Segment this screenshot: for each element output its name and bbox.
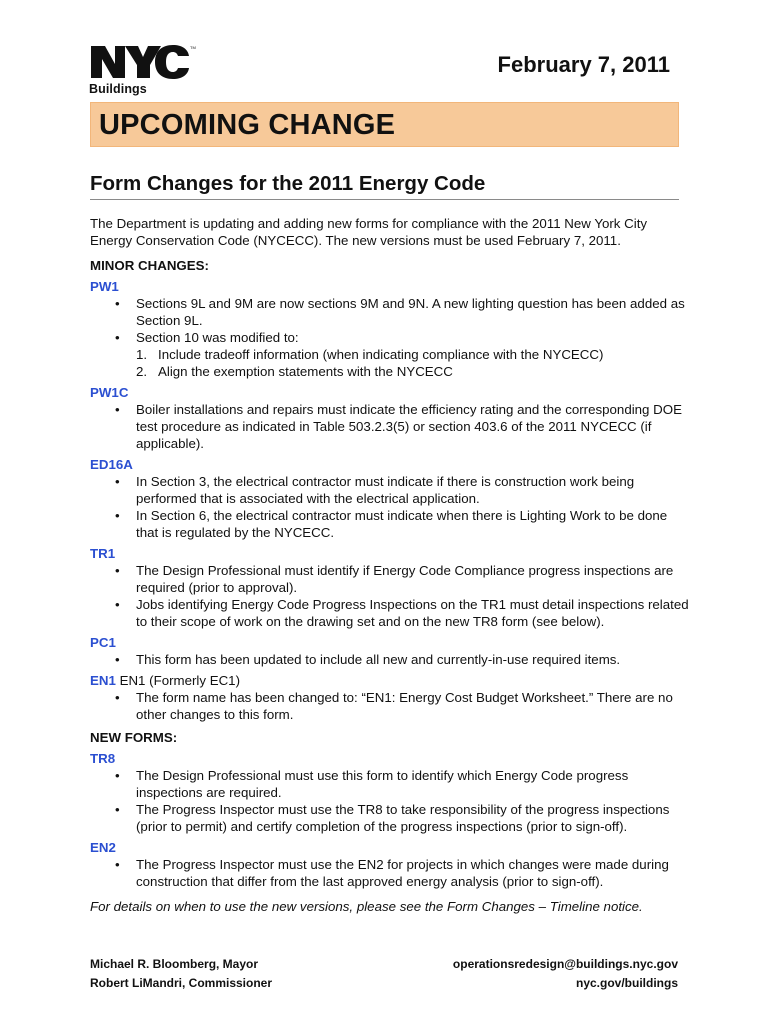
pw1c-changes <box>90 401 690 452</box>
new-forms-heading: NEW FORMS: <box>90 730 178 745</box>
svg-text:TM: TM <box>190 45 196 50</box>
form-code: TR1 <box>90 546 116 561</box>
sub-item-number: 1. <box>136 347 148 362</box>
list-item: • Jobs identifying Energy Code Progress Inspections on the TR1 must detail inspections related to their scope of work on the drawing set and on the new TR8 form (see below). <box>90 596 690 630</box>
form-id-en2 <box>90 839 690 856</box>
ed16a-changes <box>90 473 690 541</box>
sub-item-number: 2. <box>136 364 148 379</box>
website-link[interactable]: nyc.gov/buildings <box>575 976 678 990</box>
contact-email[interactable]: operationsredesign@buildings.nyc.gov <box>452 957 678 971</box>
list-item <box>90 329 690 380</box>
list-item: • The Progress Inspector must use the EN2 for projects in which changes were made during construction that differ from the last approved energy analysis (prior to sign-off). <box>90 856 690 890</box>
sub-item <box>136 346 690 363</box>
minor-changes-heading: MINOR CHANGES: <box>90 258 209 273</box>
form-id-ed16a <box>90 456 690 473</box>
sub-item-text: Align the exemption statements with the NYCECC <box>158 364 453 379</box>
banner-title: UPCOMING CHANGE <box>99 109 396 141</box>
intro-paragraph: The Department is updating and adding new forms for compliance with the 2011 New York City Energy Conservation Code (NYCECC). The new versions must be used February 7, 2011. <box>90 216 648 248</box>
tr8-details <box>90 767 690 835</box>
form-code: TR8 <box>90 751 116 766</box>
title-divider <box>90 199 679 200</box>
footer-officials <box>90 955 272 993</box>
commissioner-name: Robert LiMandri, Commissioner <box>90 976 273 990</box>
list-item: • In Section 6, the electrical contractor must indicate when there is Lighting Work to be done that is regulated by the NYCECC. <box>90 507 690 541</box>
notice-date: February 7, 2011 <box>497 52 670 77</box>
pc1-changes <box>90 651 690 668</box>
list-item-text: Section 10 was modified to: <box>136 330 299 345</box>
form-code: PW1 <box>90 279 119 294</box>
logo-subtitle: Buildings <box>89 82 147 96</box>
form-id-pc1 <box>90 634 690 651</box>
list-item: • The Design Professional must use this form to identify which Energy Code progress inspections are required. <box>90 767 690 801</box>
pw1-changes <box>90 295 690 380</box>
list-item: • The Progress Inspector must use the TR8 to take responsibility of the progress inspections (prior to permit) and certify completion of the progress inspections (prior to sign-off). <box>90 801 690 835</box>
form-code: EN2 <box>90 840 116 855</box>
form-id-tr8 <box>90 750 690 767</box>
form-id-tr1 <box>90 545 690 562</box>
form-id-pw1c <box>90 384 690 401</box>
mayor-name: Michael R. Bloomberg, Mayor <box>90 957 259 971</box>
list-item: • This form has been updated to include all new and currently-in-use required items. <box>90 651 690 668</box>
form-id-en1 <box>90 672 690 689</box>
nyc-logo-icon <box>89 42 196 82</box>
section-10-subitems <box>136 346 690 380</box>
list-item: • The form name has been changed to: “EN1: Energy Cost Budget Worksheet.” There are no other changes to this form. <box>90 689 690 723</box>
list-item: • In Section 3, the electrical contractor must indicate if there is construction work being performed that is associated with the electrical application. <box>90 473 690 507</box>
tr1-changes <box>90 562 690 630</box>
en2-details <box>90 856 690 890</box>
notice-body <box>90 215 690 915</box>
en1-changes <box>90 689 690 723</box>
footnote: For details on when to use the new versions, please see the Form Changes – Timeline notice. <box>90 899 643 914</box>
list-item: • Boiler installations and repairs must indicate the efficiency rating and the corresponding DOE test procedure as indicated in Table 503.2.3(5) or section 403.6 of the 2011 NYCECC (if applicable). <box>90 401 690 452</box>
nyc-buildings-logo <box>89 42 197 96</box>
form-code: PC1 <box>90 635 116 650</box>
form-code: ED16A <box>90 457 133 472</box>
page-title: Form Changes for the 2011 Energy Code <box>90 172 486 195</box>
form-note: EN1 (Formerly EC1) <box>119 673 241 688</box>
list-item: • The Design Professional must identify if Energy Code Compliance progress inspections are required (prior to approval). <box>90 562 690 596</box>
sub-item <box>136 363 690 380</box>
form-code: PW1C <box>90 385 129 400</box>
form-id-pw1 <box>90 278 690 295</box>
upcoming-change-banner <box>90 102 679 147</box>
list-item: • Sections 9L and 9M are now sections 9M and 9N. A new lighting question has been added as Section 9L. <box>90 295 690 329</box>
form-code: EN1 <box>90 673 116 688</box>
footer-contact <box>453 955 678 993</box>
sub-item-text: Include tradeoff information (when indicating compliance with the NYCECC) <box>158 347 604 362</box>
